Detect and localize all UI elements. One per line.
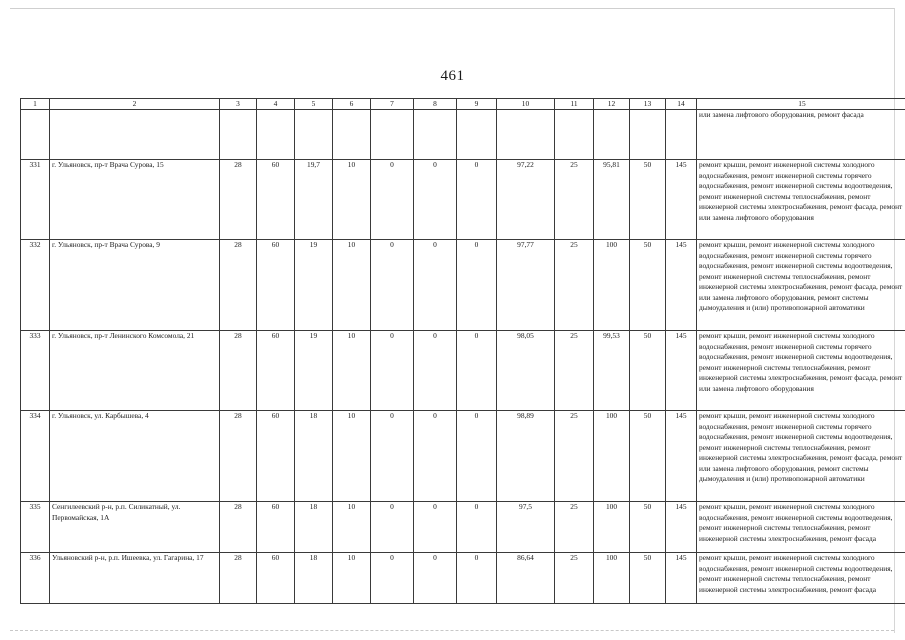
cell [414, 110, 457, 160]
page-number: 461 [440, 68, 465, 84]
cell [257, 110, 295, 160]
cell: 0 [414, 240, 457, 331]
cell [295, 110, 333, 160]
cell: 10 [333, 160, 371, 240]
cell: 145 [666, 553, 697, 604]
cell: 60 [257, 502, 295, 553]
address-cell: Ульяновский р-н, р.п. Ишеевка, ул. Гагарина, 17 [50, 553, 220, 604]
work-list-cell: ремонт крыши, ремонт инженерной системы холодного водоснабжения, ремонт инженерной системы горячего водоснабжения, ремонт инженерной системы водоотведения, ремонт инженерной системы теплоснабжения, ремонт инженерной системы электроснабжения, ремонт фасада, ремонт или замена лифтового оборудования [697, 160, 905, 240]
cell: 18 [295, 553, 333, 604]
cell: 10 [333, 502, 371, 553]
header-cell: 2 [50, 99, 220, 110]
page-bottom-edge [10, 630, 894, 631]
cell: 145 [666, 240, 697, 331]
work-list-cell: ремонт крыши, ремонт инженерной системы холодного водоснабжения, ремонт инженерной системы водоотведения, ремонт инженерной системы теплоснабжения, ремонт инженерной системы электроснабжения, ремонт фасада [697, 553, 905, 604]
cell: 60 [257, 240, 295, 331]
address-cell: г. Ульяновск, пр-т Врача Сурова, 9 [50, 240, 220, 331]
cell: 50 [630, 160, 666, 240]
work-list-cell: или замена лифтового оборудования, ремонт фасада [697, 110, 905, 160]
work-list-cell: ремонт крыши, ремонт инженерной системы холодного водоснабжения, ремонт инженерной системы водоотведения, ремонт инженерной системы теплоснабжения, ремонт инженерной системы электроснабжения, ремонт фасада [697, 502, 905, 553]
cell [666, 110, 697, 160]
cell: 0 [371, 411, 414, 502]
cell: 25 [555, 553, 594, 604]
cell: 60 [257, 160, 295, 240]
cell: 98,05 [497, 331, 555, 411]
cell: 50 [630, 331, 666, 411]
cell: 10 [333, 331, 371, 411]
cell: 18 [295, 411, 333, 502]
cell: 0 [414, 502, 457, 553]
cell: 99,53 [594, 331, 630, 411]
cell: 0 [371, 331, 414, 411]
cell: 18 [295, 502, 333, 553]
header-cell: 10 [497, 99, 555, 110]
cell: 25 [555, 331, 594, 411]
header-row [21, 99, 905, 110]
cell: 98,89 [497, 411, 555, 502]
cell: 100 [594, 240, 630, 331]
header-cell: 12 [594, 99, 630, 110]
cell: 145 [666, 160, 697, 240]
header-cell: 11 [555, 99, 594, 110]
cell: 19 [295, 240, 333, 331]
header-cell: 4 [257, 99, 295, 110]
table-row [21, 411, 905, 502]
cell: 86,64 [497, 553, 555, 604]
cell: 60 [257, 411, 295, 502]
cell: 19,7 [295, 160, 333, 240]
cell: 0 [371, 160, 414, 240]
cell: 0 [371, 502, 414, 553]
cell: 97,22 [497, 160, 555, 240]
cell: 50 [630, 553, 666, 604]
cell [333, 110, 371, 160]
cell: 10 [333, 411, 371, 502]
cell: 0 [371, 553, 414, 604]
table-row [21, 553, 905, 604]
cell: 0 [414, 411, 457, 502]
cell [21, 110, 50, 160]
work-list-cell: ремонт крыши, ремонт инженерной системы холодного водоснабжения, ремонт инженерной системы горячего водоснабжения, ремонт инженерной системы водоотведения, ремонт инженерной системы теплоснабжения, ремонт инженерной системы электроснабжения, ремонт фасада, ремонт или замена лифтового оборудования, ремонт системы дымоудаления и (или) противопожарной автоматики [697, 240, 905, 331]
cell: 10 [333, 553, 371, 604]
cell [371, 110, 414, 160]
work-list-cell: ремонт крыши, ремонт инженерной системы холодного водоснабжения, ремонт инженерной системы горячего водоснабжения, ремонт инженерной системы водоотведения, ремонт инженерной системы теплоснабжения, ремонт инженерной системы электроснабжения, ремонт фасада, ремонт или замена лифтового оборудования [697, 331, 905, 411]
cell: 0 [414, 553, 457, 604]
cell: 60 [257, 331, 295, 411]
row-number: 331 [21, 160, 50, 240]
cell: 145 [666, 411, 697, 502]
address-cell: г. Ульяновск, пр-т Ленинского Комсомола, 21 [50, 331, 220, 411]
cell [50, 110, 220, 160]
cell: 0 [414, 331, 457, 411]
cell [555, 110, 594, 160]
header-cell: 8 [414, 99, 457, 110]
table-row [21, 502, 905, 553]
cell [630, 110, 666, 160]
cell: 0 [414, 160, 457, 240]
cell: 25 [555, 160, 594, 240]
cell: 95,81 [594, 160, 630, 240]
header-cell: 13 [630, 99, 666, 110]
row-number: 334 [21, 411, 50, 502]
cell: 0 [457, 160, 497, 240]
cell: 97,77 [497, 240, 555, 331]
address-cell: г. Ульяновск, пр-т Врача Сурова, 15 [50, 160, 220, 240]
cell: 60 [257, 553, 295, 604]
cell: 0 [457, 331, 497, 411]
header-cell: 7 [371, 99, 414, 110]
cell: 28 [220, 502, 257, 553]
cell: 100 [594, 502, 630, 553]
cell: 50 [630, 502, 666, 553]
cell [220, 110, 257, 160]
cell: 10 [333, 240, 371, 331]
cell: 25 [555, 502, 594, 553]
cell: 28 [220, 553, 257, 604]
cell: 0 [457, 553, 497, 604]
table-row [21, 331, 905, 411]
address-cell: Сенгилеевский р-н, р.п. Силикатный, ул. Первомайская, 1А [50, 502, 220, 553]
table-row [21, 240, 905, 331]
cell: 28 [220, 160, 257, 240]
cell [497, 110, 555, 160]
header-cell: 3 [220, 99, 257, 110]
cell: 145 [666, 502, 697, 553]
cell: 97,5 [497, 502, 555, 553]
cell: 0 [457, 411, 497, 502]
row-number: 336 [21, 553, 50, 604]
table-row [21, 160, 905, 240]
row-number: 333 [21, 331, 50, 411]
cell: 0 [457, 240, 497, 331]
cell: 50 [630, 240, 666, 331]
cell: 25 [555, 411, 594, 502]
header-cell: 14 [666, 99, 697, 110]
cell: 28 [220, 411, 257, 502]
continuation-row [21, 110, 905, 160]
data-table [20, 98, 905, 604]
cell [457, 110, 497, 160]
cell: 50 [630, 411, 666, 502]
row-number: 335 [21, 502, 50, 553]
cell: 19 [295, 331, 333, 411]
cell: 100 [594, 411, 630, 502]
cell: 100 [594, 553, 630, 604]
header-cell: 9 [457, 99, 497, 110]
row-number: 332 [21, 240, 50, 331]
work-list-cell: ремонт крыши, ремонт инженерной системы холодного водоснабжения, ремонт инженерной системы горячего водоснабжения, ремонт инженерной системы водоотведения, ремонт инженерной системы теплоснабжения, ремонт инженерной системы электроснабжения, ремонт фасада, ремонт или замена лифтового оборудования, ремонт системы дымоудаления и (или) противопожарной автоматики [697, 411, 905, 502]
header-cell: 6 [333, 99, 371, 110]
cell: 0 [371, 240, 414, 331]
cell: 145 [666, 331, 697, 411]
header-cell: 5 [295, 99, 333, 110]
cell: 25 [555, 240, 594, 331]
header-cell: 1 [21, 99, 50, 110]
header-cell: 15 [697, 99, 905, 110]
cell: 0 [457, 502, 497, 553]
cell: 28 [220, 331, 257, 411]
address-cell: г. Ульяновск, ул. Карбышева, 4 [50, 411, 220, 502]
cell: 28 [220, 240, 257, 331]
cell [594, 110, 630, 160]
